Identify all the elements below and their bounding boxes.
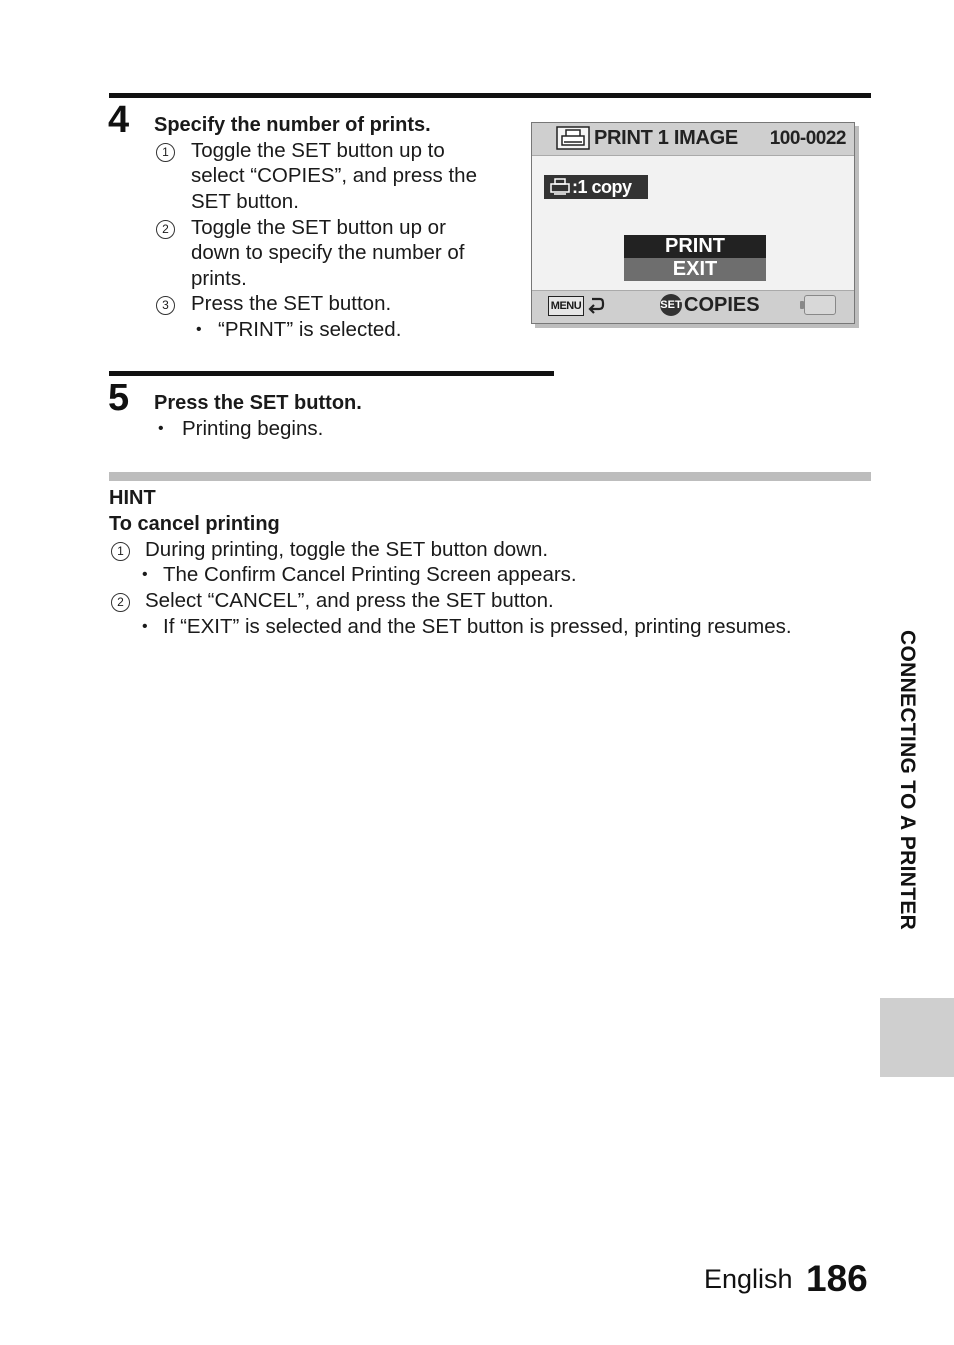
step4-title: Specify the number of prints. — [154, 114, 431, 136]
step5-top-rule — [109, 371, 554, 376]
printer-icon — [556, 126, 590, 155]
hint-label: HINT — [109, 487, 156, 509]
copies-value: :1 copy — [572, 177, 632, 197]
step4-item3-mark: 3 — [156, 296, 175, 315]
footer-language: English — [704, 1264, 793, 1294]
step4-item2-line1: Toggle the SET button up or — [191, 216, 446, 239]
step4-top-rule — [109, 93, 871, 98]
step5-bullet-dot: • — [158, 420, 164, 437]
chapter-side-label: CONNECTING TO A PRINTER — [896, 630, 919, 931]
step4-item2-line3: prints. — [191, 267, 247, 290]
return-arrow-icon — [586, 295, 606, 320]
hint-item1-mark: 1 — [111, 542, 130, 561]
exit-option[interactable]: EXIT — [624, 258, 766, 281]
hint-title: To cancel printing — [109, 513, 280, 535]
page-number: 186 — [806, 1258, 868, 1299]
step5-title: Press the SET button. — [154, 392, 362, 414]
copies-label: COPIES — [684, 294, 760, 316]
step4-bullet: “PRINT” is selected. — [218, 318, 402, 341]
step5-number: 5 — [108, 377, 130, 419]
hint-item2-mark: 2 — [111, 593, 130, 612]
step5-bullet: Printing begins. — [182, 417, 324, 440]
lcd-footer-bar — [532, 290, 854, 323]
step4-number: 4 — [108, 99, 130, 141]
chapter-side-tab — [880, 998, 954, 1077]
hint-item2-bullet-dot: • — [142, 618, 148, 635]
step4-item1-line1: Toggle the SET button up to — [191, 139, 445, 162]
step4-item1-line2: select “COPIES”, and press the — [191, 164, 477, 187]
hint-item2-text: Select “CANCEL”, and press the SET button. — [145, 589, 554, 612]
copies-badge — [544, 175, 648, 199]
step4-item1-line3: SET button. — [191, 190, 299, 213]
print-option[interactable]: PRINT — [624, 235, 766, 258]
menu-button-icon: MENU — [548, 296, 584, 316]
step4-bullet-dot: • — [196, 321, 202, 338]
hint-item1-bullet-dot: • — [142, 566, 148, 583]
step4-item1-mark: 1 — [156, 143, 175, 162]
step4-item2-line2: down to specify the number of — [191, 241, 465, 264]
lcd-file-number: 100-0022 — [769, 128, 846, 149]
hint-item2-bullet: If “EXIT” is selected and the SET button is pressed, printing resumes. — [163, 615, 792, 638]
hint-item1-bullet: The Confirm Cancel Printing Screen appears. — [163, 563, 577, 586]
hint-item1-text: During printing, toggle the SET button down. — [145, 538, 549, 561]
hint-divider — [109, 472, 871, 481]
lcd-header-bar — [532, 123, 854, 156]
step4-item3-line1: Press the SET button. — [191, 292, 392, 315]
step4-item2-mark: 2 — [156, 220, 175, 239]
lcd-title: PRINT 1 IMAGE — [594, 127, 738, 149]
camera-lcd-screen — [531, 122, 855, 324]
copy-printer-icon — [550, 178, 570, 202]
set-button-icon: SET — [660, 294, 682, 316]
battery-icon — [804, 295, 836, 315]
